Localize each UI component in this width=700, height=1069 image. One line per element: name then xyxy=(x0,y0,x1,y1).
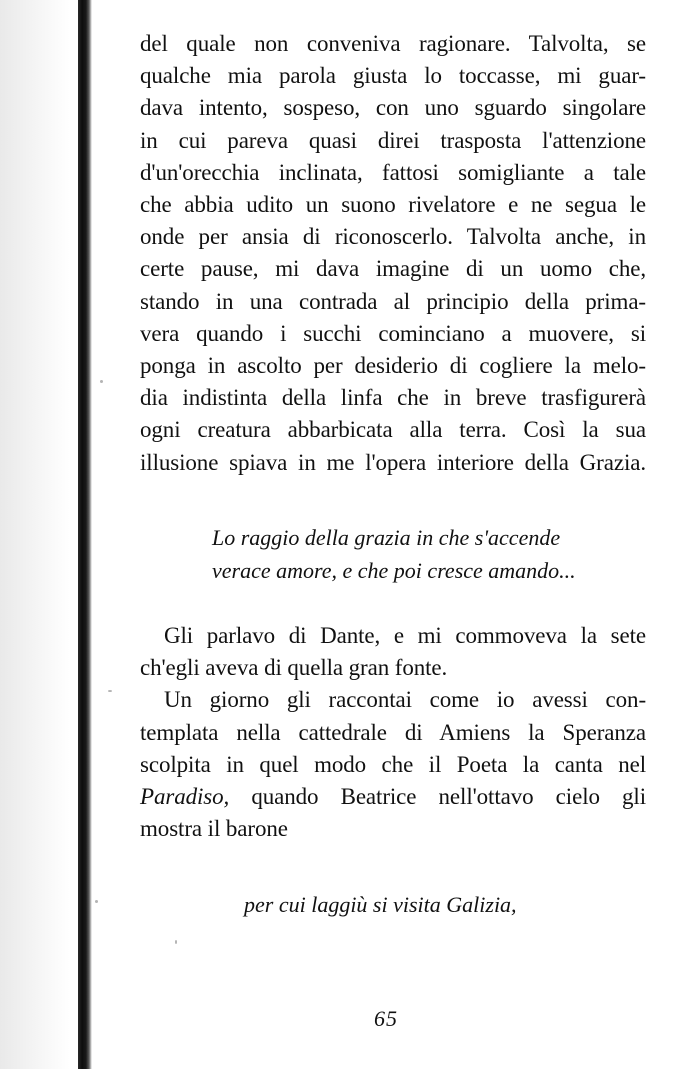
text-fragment: quando Beatrice nell'ottavo cielo gli xyxy=(229,784,646,810)
verse-quote-line: verace amore, e che poi cresce amando... xyxy=(212,558,576,583)
text-line: che abbia udito un suono rivelatore e ne segua le xyxy=(140,192,646,218)
text-line: dava intento, sospeso, con uno sguardo singolare xyxy=(140,95,646,121)
scan-gutter-edge xyxy=(78,0,92,1069)
text-line: Gli parlavo di Dante, e mi commoveva la sete xyxy=(164,623,646,648)
text-line: ponga in ascolto per desiderio di cogliere la melo- xyxy=(140,353,646,379)
paragraph-1 xyxy=(140,28,646,479)
scan-gutter-shadow xyxy=(0,0,130,1069)
text-line: dia indistinta della linfa che in breve trasfigurerà xyxy=(140,385,646,411)
verse-quote-line: per cui laggiù si visita Galizia, xyxy=(244,892,517,917)
scan-speck xyxy=(100,380,103,383)
text-line: mostra il barone xyxy=(140,816,288,842)
text-line: stando in una contrada al principio della prima- xyxy=(140,288,646,314)
text-line: ch'egli aveva di quella gran fonte. xyxy=(140,655,448,681)
text-line: scolpita in quel modo che il Poeta la canta nel xyxy=(140,751,646,777)
verse-quote-line: Lo raggio della grazia in che s'accende xyxy=(212,525,561,550)
text-line: qualche mia parola giusta lo toccasse, mi guar- xyxy=(140,63,646,89)
scan-speck xyxy=(175,940,177,944)
text-line: illusione spiava in me l'opera interiore della Grazia. xyxy=(140,449,646,475)
paragraph-2 xyxy=(140,620,646,845)
scan-speck xyxy=(108,690,112,692)
text-line: del quale non conveniva ragionare. Talvolta, se xyxy=(140,31,646,56)
text-line xyxy=(140,781,646,813)
text-line: in cui pareva quasi direi trasposta l'attenzione xyxy=(140,127,646,153)
italic-title: Paradiso, xyxy=(140,784,230,810)
text-line: certe pause, mi dava imagine di un uomo che, xyxy=(140,256,646,282)
text-line: onde per ansia di riconoscerlo. Talvolta anche, in xyxy=(140,224,646,250)
text-line: d'un'orecchia inclinata, fattosi somigliante a tale xyxy=(140,159,646,185)
text-line: ogni creatura abbarbicata alla terra. Così la sua xyxy=(140,417,646,443)
text-line: Un giorno gli raccontai come io avessi con- xyxy=(164,687,646,713)
scan-speck xyxy=(95,900,98,903)
page-number: 65 xyxy=(374,1006,398,1031)
text-line: templata nella cattedrale di Amiens la Speranza xyxy=(140,719,646,745)
text-line: vera quando i succhi cominciano a muovere, si xyxy=(140,320,646,346)
